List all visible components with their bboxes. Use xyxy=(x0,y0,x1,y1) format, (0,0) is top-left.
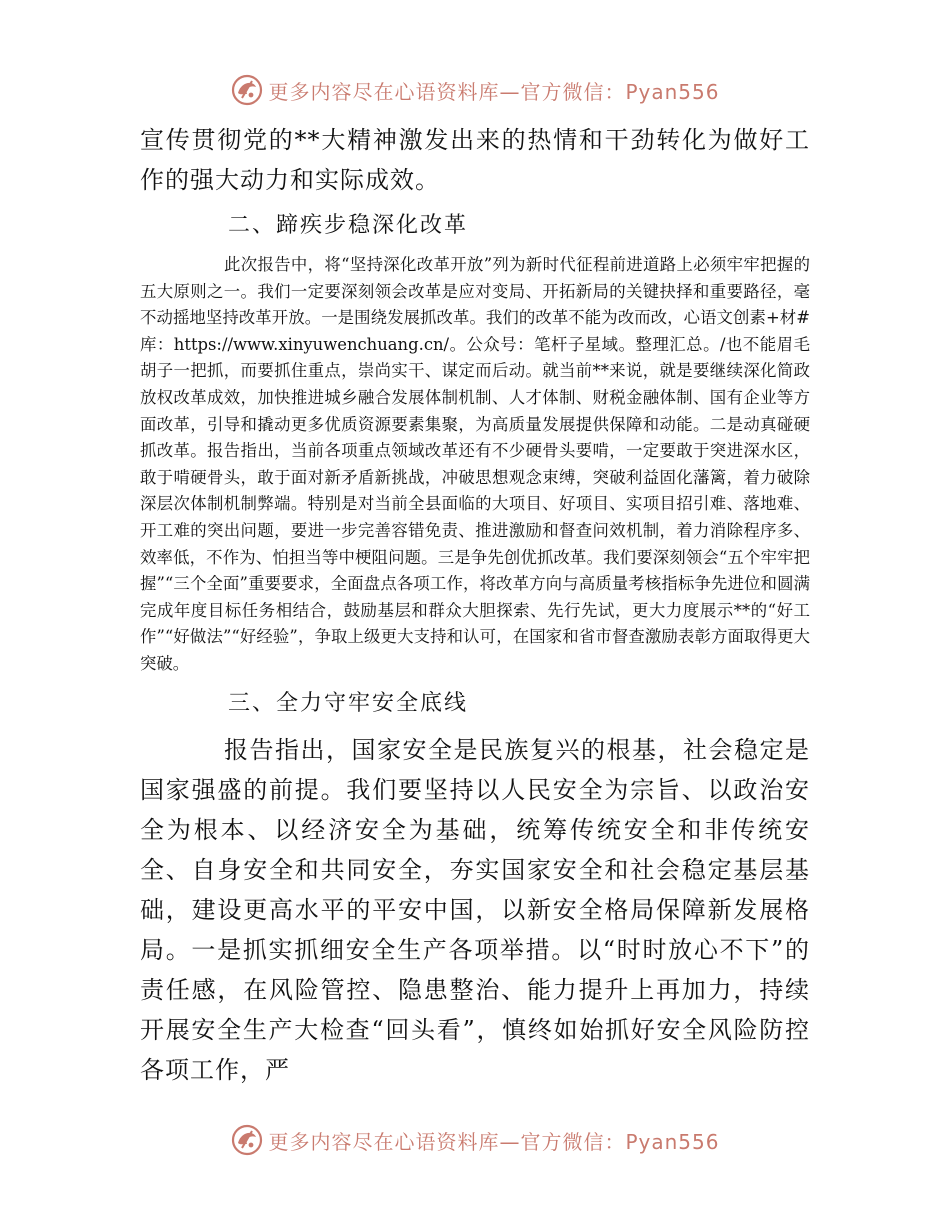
dragon-seal-logo-icon xyxy=(230,1123,264,1157)
section-2-heading: 二、蹄疾步稳深化改革 xyxy=(228,213,469,238)
intro-paragraph: 宣传贯彻党的**大精神激发出来的热情和干劲转化为做好工作的强大动力和实际成效。 xyxy=(140,126,810,194)
watermark-header xyxy=(0,70,950,110)
document-body xyxy=(140,120,810,1090)
watermark-text: 更多内容尽在心语资料库—官方微信：Pyan556 xyxy=(268,79,720,104)
watermark-footer xyxy=(0,1120,950,1160)
dragon-seal-logo-icon xyxy=(230,73,264,107)
watermark-text: 更多内容尽在心语资料库—官方微信：Pyan556 xyxy=(268,1129,720,1154)
section-2-body: 此次报告中，将“坚持深化改革开放”列为新时代征程前进道路上必须牢牢把握的五大原则之一。我们一定要深刻领会改革是应对变局、开拓新局的关键抉择和重要路径，毫不动摇地坚持改革开放。一是围绕发展抓改革。我们的改革不能为改而改，心语文创素+材#库：https://www.xinyuwenchuang.cn/。公众号：笔杆子星域。整理汇总。/也不能眉毛胡子一把抓，而要抓住重点，崇尚实干、谋定而后动。就当前**来说，就是要继续深化简政放权改革成效，加快推进城乡融合发展体制机制、人才体制、财税金融体制、国有企业等方面改革，引导和撬动更多优质资源要素集聚，为高质量发展提供保障和动能。二是动真碰硬抓改革。报告指出，当前各项重点领域改革还有不少硬骨头要啃，一定要敢于突进深水区，敢于啃硬骨头，敢于面对新矛盾新挑战，冲破思想观念束缚，突破利益固化藩篱，着力破除深层次体制机制弊端。特别是对当前全县面临的大项目、好项目、实项目招引难、落地难、开工难的突出问题，要进一步完善容错免责、推进激励和督查问效机制，着力消除程序多、效率低，不作为、怕担当等中梗阻问题。三是争先创优抓改革。我们要深刻领会“五个牢牢把握”“三个全面”重要要求，全面盘点各项工作，将改革方向与高质量考核指标争先进位和圆满完成年度目标任务相结合，鼓励基层和群众大胆探索、先行先试，更大力度展示**的“好工作”“好做法”“好经验”，争取上级更大支持和认可，在国家和省市督查激励表彰方面取得更大突破。 xyxy=(140,255,810,673)
section-3-body: 报告指出，国家安全是民族复兴的根基，社会稳定是国家强盛的前提。我们要坚持以人民安全为宗旨、以政治安全为根本、以经济安全为基础，统筹传统安全和非传统安全、自身安全和共同安全，夯实国家安全和社会稳定基层基础，建设更高水平的平安中国，以新安全格局保障新发展格局。一是抓实抓细安全生产各项举措。以“时时放心不下”的责任感，在风险管控、隐患整治、能力提升上再加力，持续开展安全生产大检查“回头看”，慎终如始抓好安全风险防控各项工作，严 xyxy=(140,735,810,1084)
section-3-heading: 三、全力守牢安全底线 xyxy=(228,690,469,716)
